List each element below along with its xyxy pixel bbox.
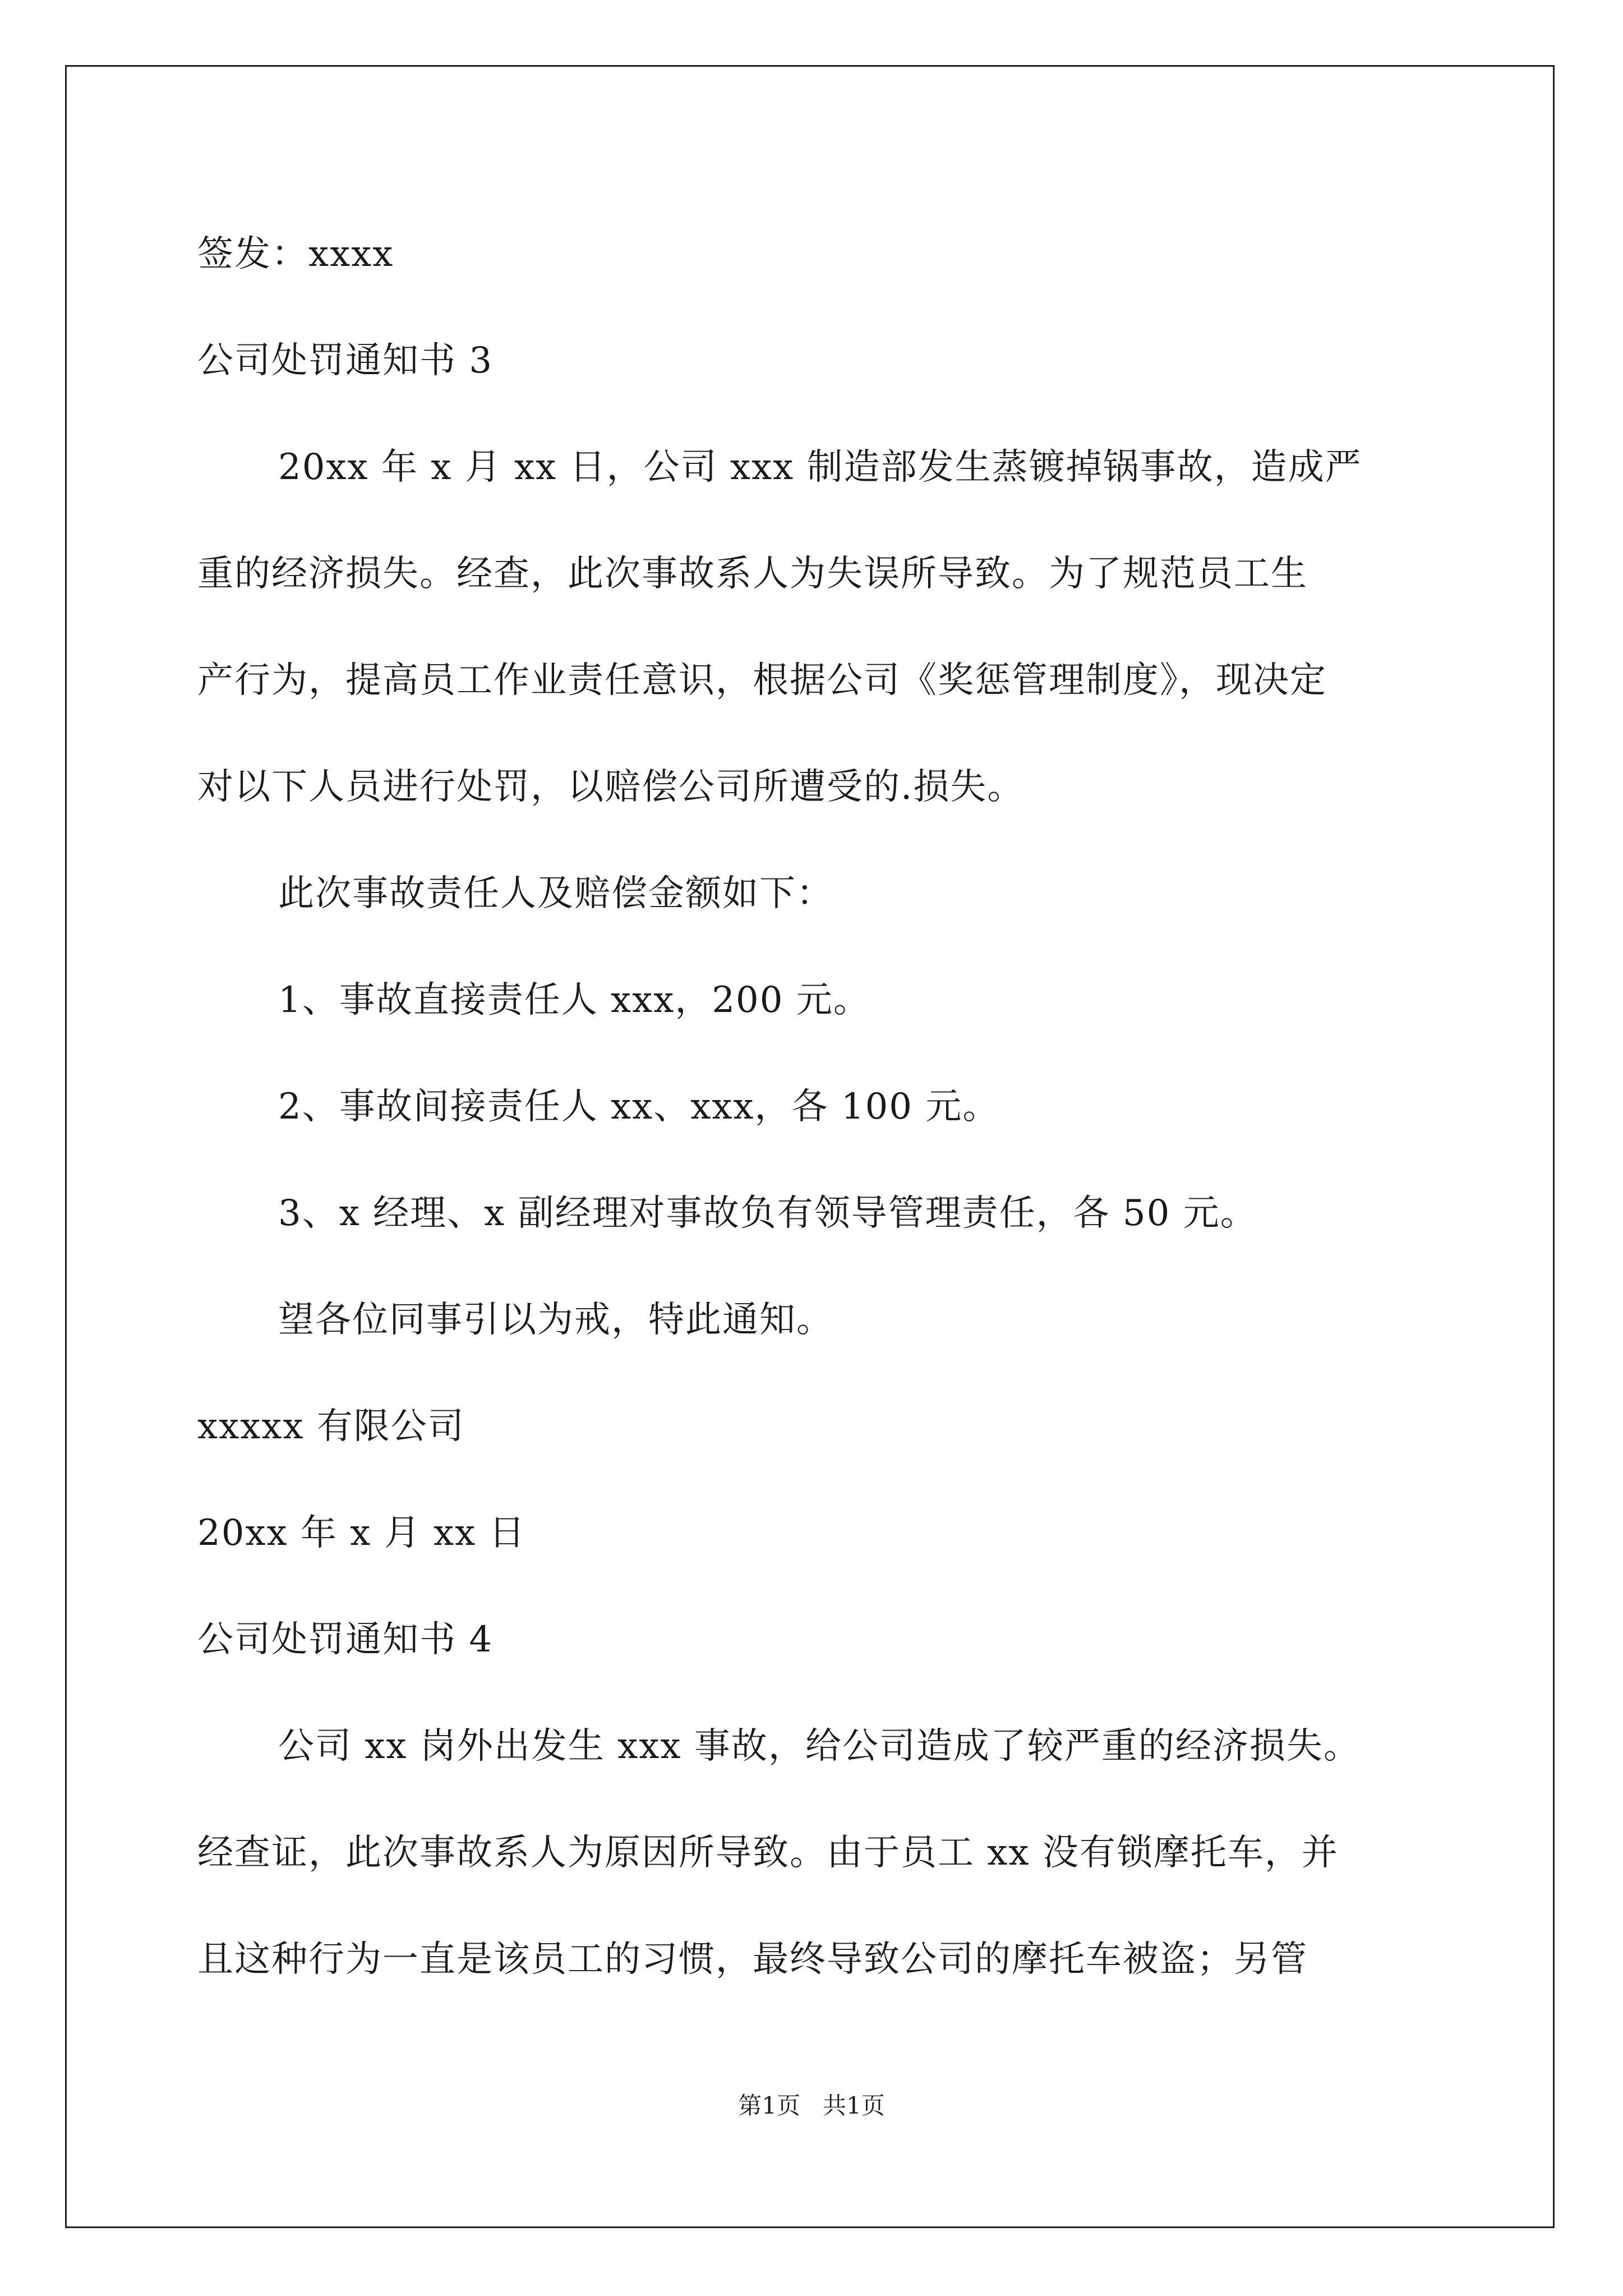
list-item: 1、事故直接责任人 xxx，200 元。	[278, 979, 870, 1021]
paragraph-line: 经查证，此次事故系人为原因所导致。由于员工 xx 没有锁摩托车，并	[197, 1832, 1339, 1874]
list-item: 3、x 经理、x 副经理对事故负有领导管理责任，各 50 元。	[278, 1193, 1257, 1234]
signature-date: 20xx 年 x 月 xx 日	[197, 1512, 526, 1554]
page-footer: 第1页 共1页	[738, 2092, 885, 2119]
section-title-3: 公司处罚通知书 3	[197, 340, 494, 381]
company-signature: xxxxx 有限公司	[197, 1406, 465, 1447]
list-item: 2、事故间接责任人 xx、xxx，各 100 元。	[278, 1086, 1000, 1128]
paragraph-line: 产行为，提高员工作业责任意识，根据公司《奖惩管理制度》，现决定	[197, 660, 1327, 701]
section-title-4: 公司处罚通知书 4	[197, 1619, 494, 1660]
page-border	[65, 65, 1555, 2228]
paragraph-line: 且这种行为一直是该员工的习惯，最终导致公司的摩托车被盗；另管	[197, 1939, 1308, 1980]
paragraph-line: 20xx 年 x 月 xx 日，公司 xxx 制造部发生蒸镀掉锅事故，造成严	[278, 447, 1362, 488]
paragraph-line: 重的经济损失。经查，此次事故系人为失误所导致。为了规范员工生	[197, 553, 1308, 595]
paragraph-line: 望各位同事引以为戒，特此通知。	[278, 1299, 833, 1341]
paragraph-line: 此次事故责任人及赔偿金额如下：	[278, 873, 833, 914]
paragraph-line: 公司 xx 岗外出发生 xxx 事故，给公司造成了较严重的经济损失。	[278, 1726, 1361, 1767]
paragraph-line: 对以下人员进行处罚，以赔偿公司所遭受的.损失。	[197, 766, 1025, 808]
issuer-line: 签发：xxxx	[197, 233, 394, 275]
